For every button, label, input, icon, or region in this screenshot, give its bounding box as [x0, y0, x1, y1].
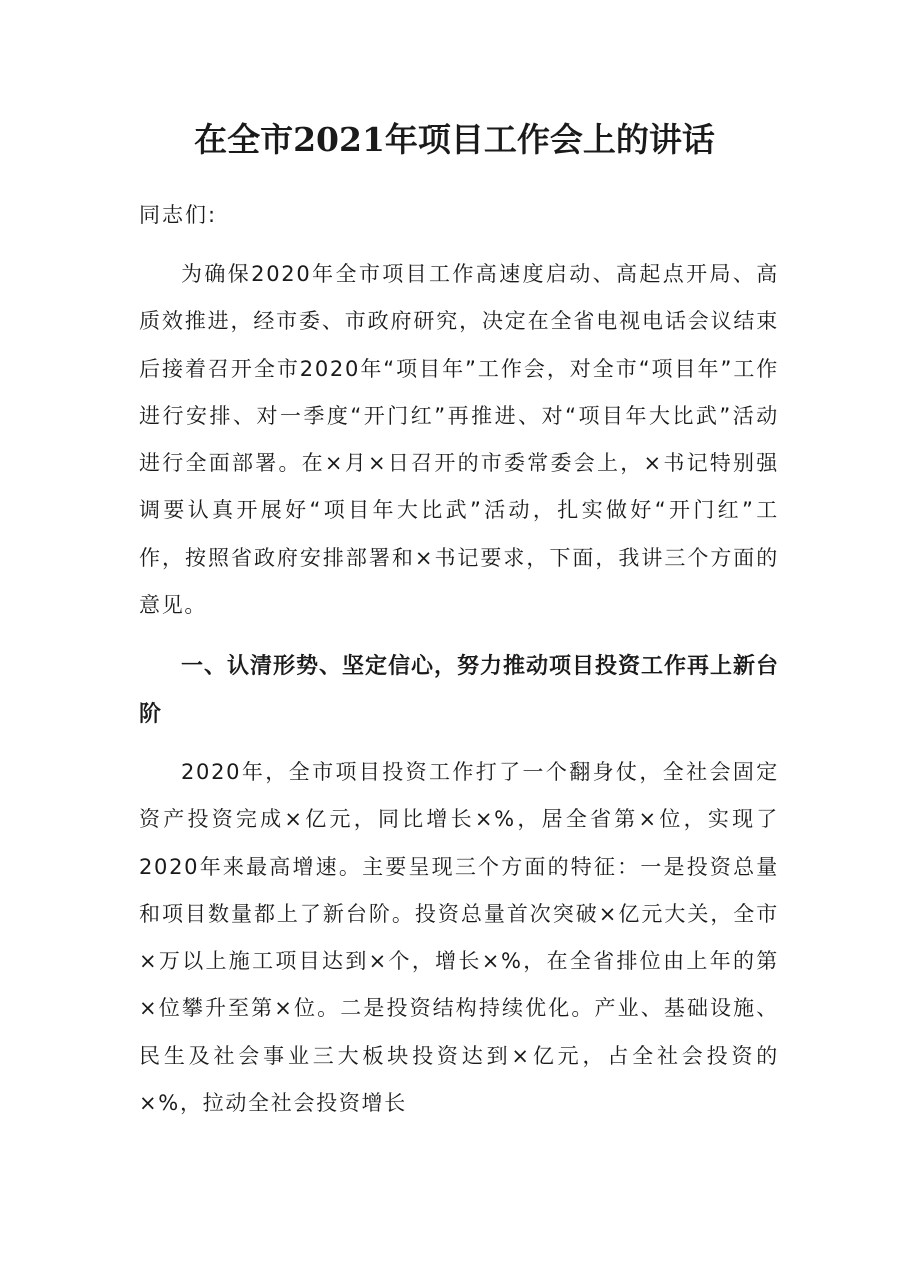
section-heading-1: 一、认清形势、坚定信心，努力推动项目投资工作再上新台阶 [139, 654, 780, 727]
body-paragraph-1: 为确保2020年全市项目工作高速度启动、高起点开局、高质效推进，经市委、市政府研究，决定在全省电视电话会议结束后接着召开全市2020年“项目年”工作会，对全市“项目年”工作进行安排、对一季度“开门红”再推进、对“项目年大比武”活动进行全面部署。在×月×日召开的市委常委会上，×书记特别强调要认真开展好“项目年大比武”活动，扎实做好“开门红”工作，按照省政府安排部署和×书记要求，下面，我讲三个方面的意见。 [139, 262, 779, 618]
salutation: 同志们: [139, 203, 218, 227]
document-title: 在全市2021年项目工作会上的讲话 [194, 120, 715, 159]
body-paragraph-2: 2020年，全市项目投资工作打了一个翻身仗，全社会固定资产投资完成×亿元，同比增长×%，居全省第×位，实现了2020年来最高增速。主要呈现三个方面的特征：一是投资总量和项目数量都上了新台阶。投资总量首次突破×亿元大关，全市×万以上施工项目达到×个，增长×%，在全省排位由上年的第×位攀升至第×位。二是投资结构持续优化。产业、基础设施、民生及社会事业三大板块投资达到×亿元，占全社会投资的×%，拉动全社会投资增长 [139, 760, 779, 1116]
